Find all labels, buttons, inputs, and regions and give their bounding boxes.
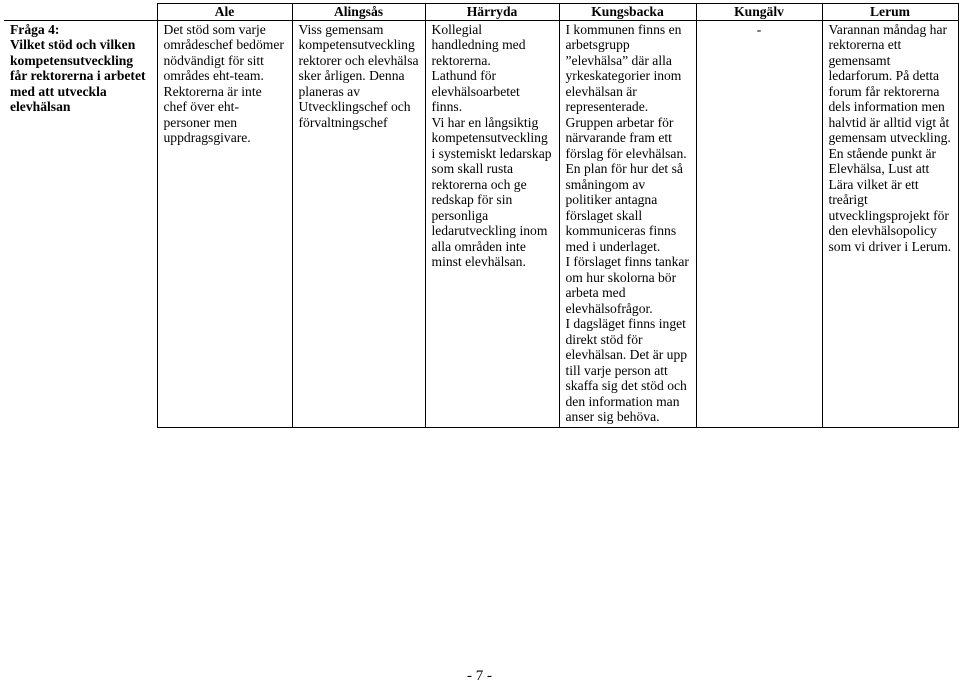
- question-row: [4, 20, 958, 427]
- header-kungsbacka: Kungsbacka: [559, 4, 696, 21]
- answer-kungalv: -: [696, 20, 822, 427]
- question-cell: Fråga 4: Vilket stöd och vilken kompetensutveckling får rektorerna i arbetet med att utveckla elevhälsan: [4, 20, 157, 427]
- answer-harryda: Kollegial handledning med rektorerna. Lathund för elevhälsoarbetet finns. Vi har en långsiktig kompetensutveckling i systemiskt ledarskap som skall rusta rektorerna och ge redskap för sin personliga ledarutveckling inom alla områden inte minst elevhälsan.: [425, 20, 559, 427]
- header-alingsas: Alingsås: [292, 4, 425, 21]
- answer-kungsbacka: I kommunen finns en arbetsgrupp ”elevhälsa” där alla yrkeskategorier inom elevhälsan är representerade. Gruppen arbetar för närvarande fram ett förslag för elevhälsan. En plan för hur det så småningom av politiker antagna förslaget skall kommuniceras finns med i underlaget. I förslaget finns tankar om hur skolorna bör arbeta med elevhälsofrågor. I dagsläget finns inget direkt stöd för elevhälsan. Det är upp till varje person att skaffa sig det stöd och den information man anser sig behöva.: [559, 20, 696, 427]
- answer-ale: Det stöd som varje områdeschef bedömer nödvändigt för sitt områdes eht-team. Rektorerna är inte chef över eht-personer men uppdragsgivare.: [157, 20, 292, 427]
- header-lerum: Lerum: [822, 4, 958, 21]
- header-harryda: Härryda: [425, 4, 559, 21]
- answer-lerum: Varannan måndag har rektorerna ett gemensamt ledarforum. På detta forum får rektorerna dels information men halvtid är alltid vigt åt gemensam utveckling. En stående punkt är Elevhälsa, Lust att Lära vilket är ett treårigt utvecklingsprojekt för den elevhälsopolicy som vi driver i Lerum.: [822, 20, 958, 427]
- answer-alingsas: Viss gemensam kompetensutveckling rektorer och elevhälsa sker årligen. Denna planeras av Utvecklingschef och förvaltningschef: [292, 20, 425, 427]
- page-number: - 7 -: [467, 668, 492, 684]
- header-ale: Ale: [157, 4, 292, 21]
- header-corner-cell: [4, 4, 157, 21]
- header-kungalv: Kungälv: [696, 4, 822, 21]
- header-row: [4, 4, 958, 21]
- comparison-table: [4, 3, 959, 428]
